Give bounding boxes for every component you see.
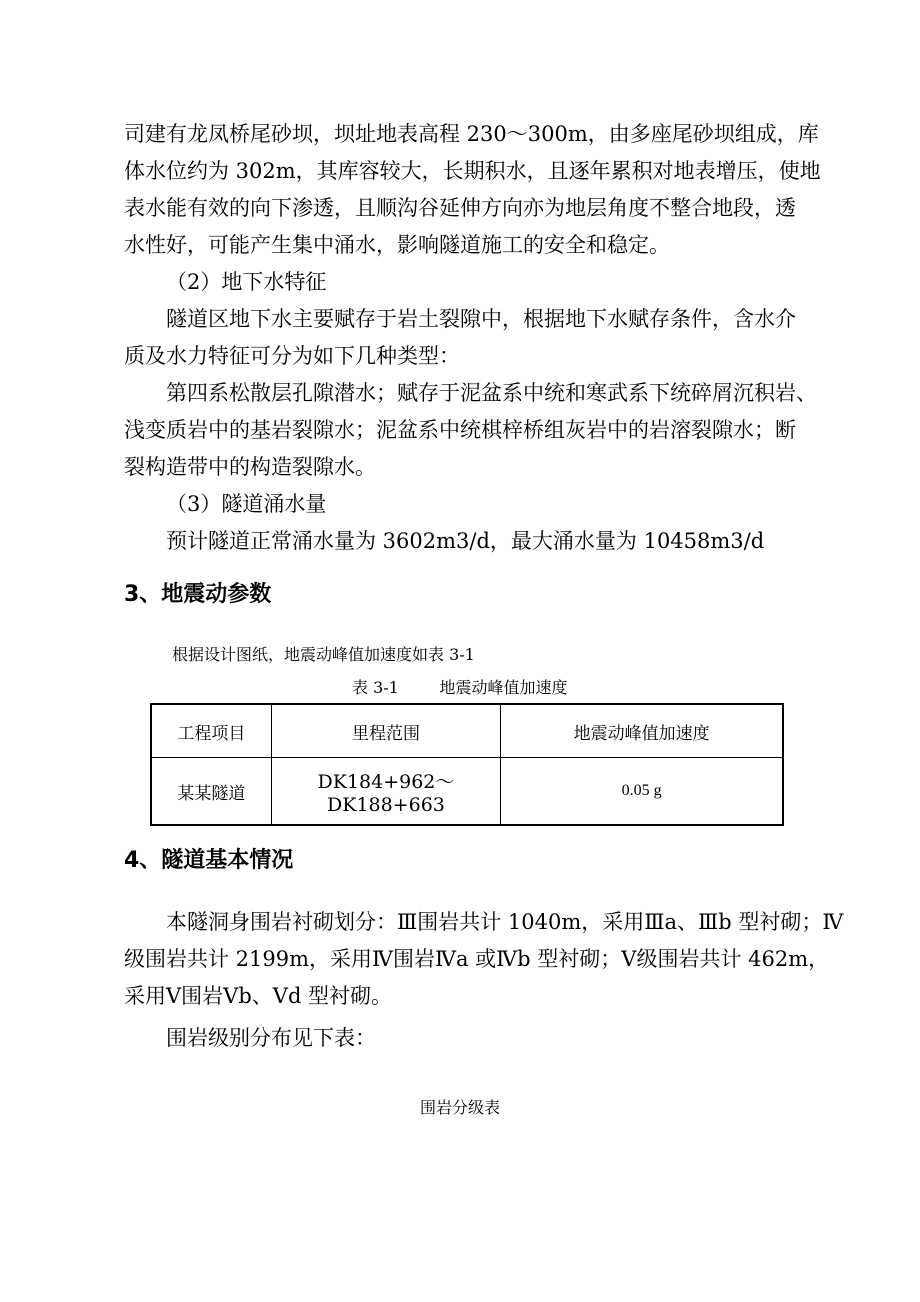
- table-header-row: [151, 704, 783, 758]
- section4-heading: 4、隧道基本情况: [124, 848, 294, 873]
- header-range: 里程范围: [271, 704, 501, 758]
- table-row: [151, 758, 783, 826]
- groundwater-para2-line-1: 第四系松散层孔隙潜水；赋存于泥盆系中统和寒武系下统碎屑沉积岩、: [166, 381, 817, 405]
- groundwater-subheading: （2）地下水特征: [166, 270, 327, 294]
- intro-line-1: 司建有龙凤桥尾砂坝，坝址地表高程 230～300m，由多座尾砂坝组成，库: [124, 122, 819, 146]
- groundwater-para1-line-2: 质及水力特征可分为如下几种类型：: [124, 344, 460, 368]
- section4-para-line-3: 采用Ⅴ围岩Ⅴb、Ⅴd 型衬砌。: [124, 984, 393, 1008]
- groundwater-para2-line-3: 裂构造带中的构造裂隙水。: [124, 455, 376, 479]
- inflow-text: 预计隧道正常涌水量为 3602m3/d，最大涌水量为 10458m3/d: [166, 529, 765, 553]
- distribution-note: 围岩级别分布见下表：: [166, 1026, 376, 1050]
- section4-para-line-1: 本隧洞身围岩衬砌划分：Ⅲ围岩共计 1040m，采用Ⅲa、Ⅲb 型衬砌；Ⅳ: [166, 910, 844, 934]
- intro-line-4: 水性好，可能产生集中涌水，影响隧道施工的安全和稳定。: [124, 233, 670, 257]
- seismic-table: [150, 703, 784, 826]
- groundwater-para1-line-1: 隧道区地下水主要赋存于岩土裂隙中，根据地下水赋存条件，含水介: [166, 307, 796, 331]
- groundwater-para2-line-2: 浅变质岩中的基岩裂隙水；泥盆系中统棋梓桥组灰岩中的岩溶裂隙水；断: [124, 418, 796, 442]
- cell-acceleration: 0.05 g: [501, 758, 783, 826]
- section3-intro: 根据设计图纸，地震动峰值加速度如表 3-1: [172, 645, 475, 664]
- header-acceleration: 地震动峰值加速度: [501, 704, 783, 758]
- rock-class-table-title: 围岩分级表: [420, 1098, 501, 1117]
- cell-range: DK184+962～DK188+663: [271, 758, 501, 826]
- inflow-subheading: （3）隧道涌水量: [166, 492, 327, 516]
- header-project: 工程项目: [151, 704, 271, 758]
- intro-line-3: 表水能有效的向下渗透，且顺沟谷延伸方向亦为地层角度不整合地段，透: [124, 196, 796, 220]
- section4-para-line-2: 级围岩共计 2199m，采用Ⅳ围岩Ⅳa 或Ⅳb 型衬砌；Ⅴ级围岩共计 462m，: [124, 947, 830, 971]
- intro-line-2: 体水位约为 302m，其库容较大，长期积水，且逐年累积对地表增压，使地: [124, 159, 821, 183]
- section3-heading: 3、地震动参数: [124, 582, 272, 607]
- table-caption: 表 3-1 地震动峰值加速度: [352, 678, 568, 697]
- cell-project: 某某隧道: [151, 758, 271, 826]
